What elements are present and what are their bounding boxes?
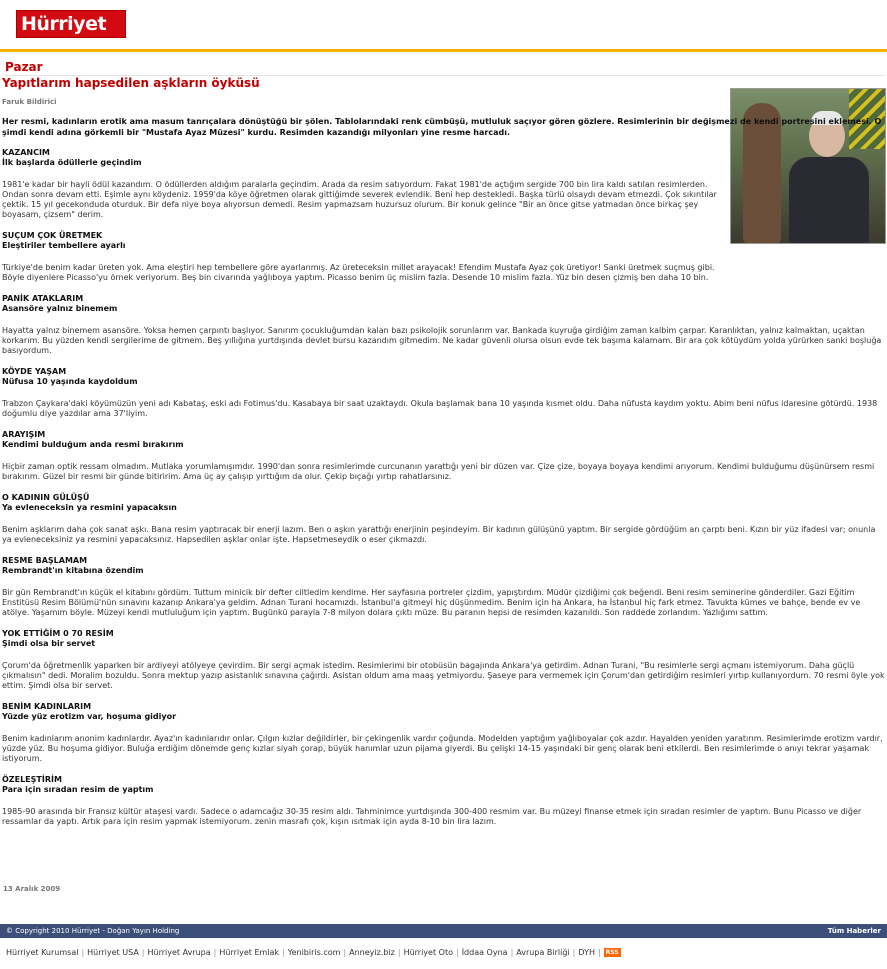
footer-link[interactable]: Avrupa Birliği	[516, 948, 570, 957]
link-separator: |	[397, 948, 401, 957]
subheading-label: ARAYIŞIM	[2, 430, 46, 439]
footer-bar	[0, 924, 887, 938]
subheading-title: Ya evleneceksin ya resmini yapacaksın	[2, 503, 177, 512]
link-separator: |	[510, 948, 514, 957]
subheading-label: PANİK ATAKLARIM	[2, 294, 84, 303]
section-label[interactable]: Pazar	[5, 60, 885, 76]
link-separator: |	[213, 948, 217, 957]
subheading-title: Rembrandt'ın kitabına özendim	[2, 566, 144, 575]
article-lead: Her resmi, kadınların erotik ama masum tanrıçalara dönüştüğü bir şölen. Tablolarındaki renk cümbüşü, mutluluk saçıyor gören gözlere. Resimlerinin bir değişmezi de kendi portresini eklemesi. O şimdi kendi adına görkemli bir "Mustafa Ayaz Müzesi" kurdu. Resimden kazandığı milyonları yine resme harcadı.	[2, 117, 882, 137]
article	[2, 60, 885, 838]
footer-link[interactable]: Hürriyet Emlak	[219, 948, 280, 957]
article-paragraph: Hayatta yalnız binemem asansöre. Yoksa hemen çarpıntı başlıyor. Sanırım çocukluğumdan kalan bazı psikolojik sorunlarım var. Bankada kuyruğa girdiğim zaman kalbim çarpar. Karanlıktan, yalnız kalmaktan, uçaktan korkarım. Bu yüzden kendi sergilerime de gitmem. Beş yıllığına yurtdışında devlet bursu kazandım gitmedim. Ne kadar güvenli olursa olsun evde tek başıma kalamam. Bir ara çok kötüydüm yolda yürürken sanki boşluğa basıyordum.	[2, 326, 882, 355]
article-paragraph: Trabzon Çaykara'daki köyümüzün yeni adı Kabataş, eski adı Fotimus'du. Kasabaya bir saat uzaktaydı. Okula başlamak bana 10 yaşında kısmet oldu. Daha nüfusta kaydım yoktu. Abim beni nüfus idaresine götürdü. 1938 doğumlu diye yazdılar ama 37'liyim.	[2, 399, 878, 418]
footer-link[interactable]: DYH	[578, 948, 595, 957]
article-body	[2, 148, 885, 827]
article-title: Yapıtlarım hapsedilen aşkların öyküsü	[2, 76, 260, 90]
article-paragraph: Benim aşklarım daha çok sanat aşkı. Bana resim yaptıracak bir enerji lazım. Ben o aşkın yarattığı enerjinin peşindeyim. Bir kadının gülüşünü yaptım. Bir sergide gördüğüm an çarptı beni. Kızın bir yüz ifadesi var; onunla ya evleneceksiniz ya resmini yapacaksınız. Hapsedilen aşklar onlar işte. Hapsetmeseydik o eser çıkmazdı.	[2, 525, 876, 544]
link-separator: |	[343, 948, 347, 957]
link-separator: |	[455, 948, 459, 957]
footer-link[interactable]: Anneyiz.biz	[349, 948, 395, 957]
subheading-title: Yüzde yüz erotizm var, hoşuma gidiyor	[2, 712, 177, 721]
subheading-title: İlk başlarda ödüllerle geçindim	[2, 158, 142, 167]
footer-link[interactable]: Hürriyet Kurumsal	[6, 948, 79, 957]
footer-link[interactable]: Hürriyet Oto	[403, 948, 453, 957]
article-paragraph: Çorum'da öğretmenlik yaparken bir ardiyeyi atölyeye çevirdim. Bir sergi açmak istedim. Resimlerimi bir otobüsün bagajında Ankara'ya getirdim. Adnan Turani, "Bu resimlerle sergi açmanı istemiyorum. Daha güçlü çıkmalısın" dedi. Moralim bozuldu. Sonra mektup yazıp asistanlık sınavına çağırdı. Asistan oldum ama maaş yetmiyordu. Şaseye para vermemek için Çorum'dan getirdiğim resimleri yırtıp kullanıyordum. 70 resmi öyle yok ettim. Şimdi olsa bir servet.	[2, 661, 885, 690]
header-divider	[0, 49, 887, 52]
subheading-label: KAZANCIM	[2, 148, 50, 157]
footer-link[interactable]: İddaa Oyna	[461, 948, 508, 957]
footer-link[interactable]: Hürriyet USA	[87, 948, 139, 957]
article-paragraph: 1985-90 arasında bir Fransız kültür ataşesi vardı. Sadece o adamcağız 30-35 resim aldı. Tahminimce yurtdışında 300-400 resmim var. Bu müzeyi finanse etmek için sıradan resimler de yaptım. Bunu Picasso ve diğer ressamlar da yaptı. Artık para için resim yapmak istemiyorum. zenin masrafı çok, kışın ısıtmak için ayda 8-10 bin lira lazım.	[2, 807, 862, 826]
subheading-label: YOK ETTİĞİM 0 70 RESİM	[2, 629, 114, 638]
footer-links	[6, 948, 621, 957]
subheading-label: O KADININ GÜLÜŞÜ	[2, 493, 90, 502]
subheading-title: Para için sıradan resim de yaptım	[2, 785, 154, 794]
subheading-title: Şimdi olsa bir servet	[2, 639, 96, 648]
article-author: Faruk Bildirici	[2, 98, 57, 106]
rss-icon[interactable]: RSS	[605, 949, 619, 956]
article-paragraph: Hiçbir zaman optik ressam olmadım. Mutlaka yorumlamışımdır. 1990'dan sonra resimlerimde curcunanın yarattığı yeni bir düzen var. Çize çize, boyaya boyaya kendimi arıyorum. Kendimi bulduğumu düşünürsem resmi bırakırım. Güzel bir resmi bir günde bitiririm. Ama üç ay çalışıp yırttığım da olur. Çekip bıçağı yırtıp rahatlarsınız.	[2, 462, 875, 481]
article-date: 13 Aralık 2009	[3, 885, 61, 893]
subheading-label: BENİM KADINLARIM	[2, 702, 92, 711]
footer-link[interactable]: Yenibiris.com	[287, 948, 341, 957]
article-paragraph: Türkiye'de benim kadar üreten yok. Ama eleştiri hep tembellere göre ayarlanmış. Az üreteceksin millet arayacak! Efendim Mustafa Ayaz çok üretiyor! Sanki üretmek suçmuş gibi. Böyle diyenlere Picasso'yu örnek veriyorum. Beş bin civarında yağlıboya yaptım. Picasso benim üç mislim fazla. Desende 10 mislim fazla. Yüz bin desen çizmiş ben daha 10 bin.	[2, 263, 715, 282]
article-paragraph: Benim kadınlarım anonim kadınlardır. Ayaz'ın kadınlarıdır onlar. Çılgın kızlar değildirler, bir çekingenlik vardır çoğunda. Modelden yaptığım yağlıboyalar çok azdır. Hayalden yeniden yaratırım. Resimlerimde erotizm vardır, yüzde yüz. Bu hoşuma gidiyor. Buluğa erdiğim dönemde genç kızlar siyah çorap, büyük hanımlar uzun pijama giyerdi. Bu çelişki 14-15 yaşındaki bir genç olarak beni etkilerdi. Ben resimlerimde o anıyı tekrar yaşamak istiyorum.	[2, 734, 883, 763]
subheading-title: Asansöre yalnız binemem	[2, 304, 118, 313]
all-news-link[interactable]: Tüm Haberler	[827, 927, 881, 935]
subheading-title: Eleştiriler tembellere ayarlı	[2, 241, 126, 250]
site-header	[0, 0, 887, 52]
copyright-text: © Copyright 2010 Hürriyet - Doğan Yayın Holding	[6, 927, 180, 935]
footer-link[interactable]: Hürriyet Avrupa	[147, 948, 211, 957]
link-separator: |	[572, 948, 576, 957]
article-paragraph: Bir gün Rembrandt'ın küçük el kitabını gördüm. Tuttum minicik bir defter ciltledim kendime. Her sayfasına portreler çizdim, yapıştırdım. Müdür çizdiğimi çok beğendi. Beni resim seminerine gönderdiler. Gazi Eğitim Enstitüsü Resim Bölümü'nün sınavını kazanıp Ankara'ya geldim. Adnan Turani hocamızdı. İstanbul'a gitmeyi hiç düşünmedim. Benim için ha Ankara, ha İstanbul hiç fark etmez. Tavukta kümes ve bahçe, bende ev ve atölye. Yaşamım böyle. Müzeyi kendi mutluluğum için yaptım. Bugünkü parayla 7-8 milyon dolara çıktı müze. Bu paranın hepsi de resimden kazanıldı. Son raddede zorlandım. Yazlığımı sattım.	[2, 588, 861, 617]
subheading-label: RESME BAŞLAMAM	[2, 556, 88, 565]
subheading-label: SUÇUM ÇOK ÜRETMEK	[2, 231, 103, 240]
article-paragraph: 1981'e kadar bir hayli ödül kazandım. O ödüllerden aldığım paralarla geçindim. Arada da resim satıyordum. Fakat 1981'de açtığım sergide 700 bin lira kaldı satılan resimlerden. Ondan sonra devam etti. Eşimle aynı köydeniz. 1959'da köye öğretmen olarak gittiğimde severek evlendik. Beni hep destekledi. Başka türlü olsaydı devam etmezdi. Çok sıkıntılar çektik. 15 yıl gecekonduda oturduk. Bir defa niye boya alıyorsun demedi. Resim yapmazsam huzursuz olurum. Bir konuk gelince "Bir an önce gitse yatmadan önce birkaç şey boyasam, çizsem" derim.	[2, 180, 717, 219]
link-separator: |	[282, 948, 285, 957]
subheading-label: ÖZELEŞTİRİM	[2, 775, 62, 784]
hurriyet-logo[interactable]: Hürriyet	[16, 10, 126, 38]
link-separator: |	[141, 948, 145, 957]
subheading-title: Kendimi bulduğum anda resmi bırakırım	[2, 440, 184, 449]
subheading-label: KÖYDE YAŞAM	[2, 367, 67, 376]
link-separator: |	[81, 948, 85, 957]
subheading-title: Nüfusa 10 yaşında kaydoldum	[2, 377, 138, 386]
link-separator: |	[597, 948, 601, 957]
